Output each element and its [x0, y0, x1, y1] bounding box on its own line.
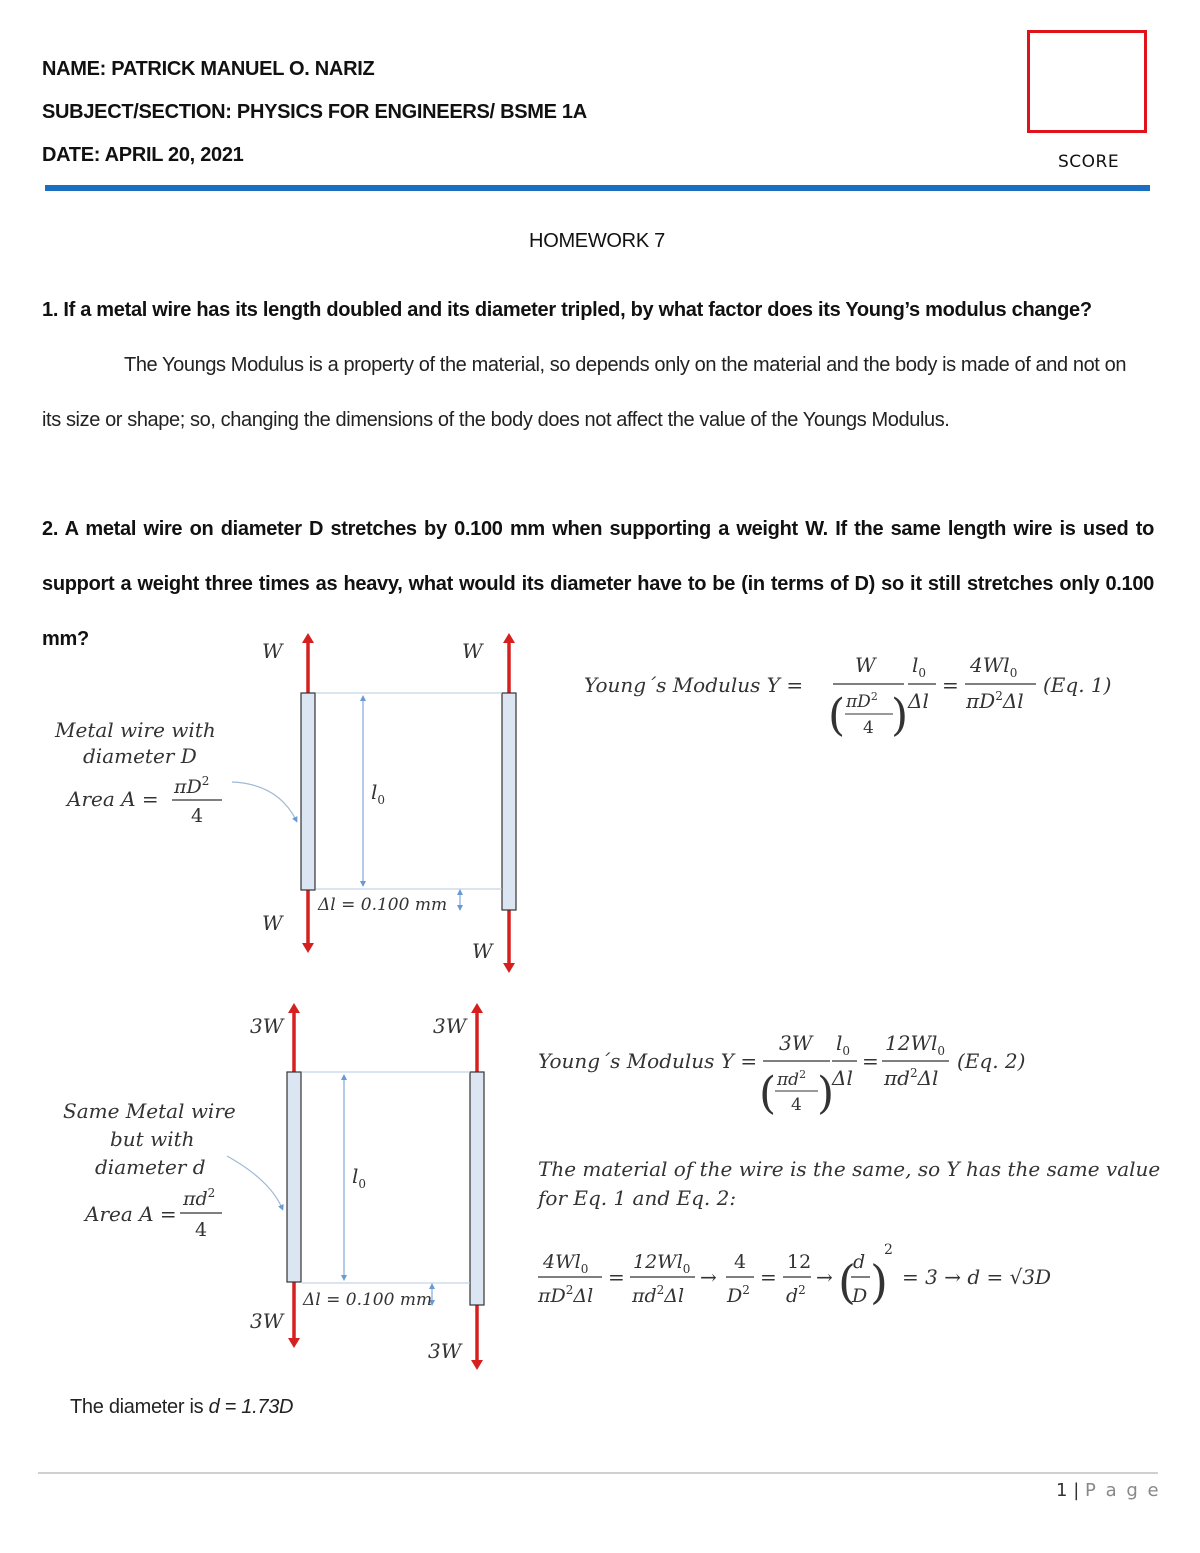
eq2-weight: 3W — [779, 1031, 813, 1055]
wire-original — [287, 1072, 301, 1282]
wire-label-line-3: diameter d — [95, 1155, 206, 1179]
ratio-a-den: $\pi D^2\Delta l$ — [538, 1283, 594, 1307]
ratio-b-num: $12Wl_0$ — [633, 1251, 691, 1276]
force-label: W — [462, 639, 483, 663]
eq2-tag: (Eq. 2) — [957, 1049, 1026, 1073]
area-label: Area A = — [85, 1202, 177, 1226]
eq1-delta: Δl — [908, 689, 929, 713]
area-numerator: $\pi D^2$ — [174, 774, 210, 798]
left-paren: ( — [759, 1068, 777, 1119]
figure-1 — [54, 638, 516, 968]
eq1-rhs-den: $\pi D^2\Delta l$ — [966, 689, 1024, 713]
date: DATE: APRIL 20, 2021 — [42, 144, 244, 166]
label-pointer — [232, 782, 296, 820]
result: = 3 → d = √3D — [902, 1265, 1052, 1289]
wire-label-line-1: Same Metal wire — [63, 1099, 236, 1123]
force-label: 3W — [428, 1339, 462, 1363]
eq2-lhs: Young´s Modulus Y = — [538, 1049, 758, 1073]
eq1-tag: (Eq. 1) — [1043, 673, 1112, 697]
conclusion-line-1: The material of the wire is the same, so Y has the same value — [538, 1157, 1161, 1181]
wire-label-line-2: but with — [110, 1127, 195, 1151]
eq1-length: $l_0$ — [912, 653, 927, 680]
eq1-area-den: 4 — [863, 718, 874, 738]
final-answer-value: d = 1.73D — [208, 1396, 294, 1418]
left-paren: ( — [828, 690, 846, 741]
ratio-d-den: $d^2$ — [786, 1283, 806, 1307]
eq1-area-num: $\pi D^2$ — [846, 690, 878, 712]
right-paren: ) — [891, 690, 909, 741]
force-label: W — [262, 911, 283, 935]
eq2-area-den: 4 — [791, 1095, 802, 1115]
answer-1-line-2: its size or shape; so, changing the dimensions of the body does not affect the value of the Youngs Modulus. — [42, 409, 950, 431]
arrow-symbol: → — [816, 1265, 833, 1289]
right-paren: ) — [870, 1255, 888, 1309]
eq2-delta: Δl — [832, 1066, 853, 1090]
left-paren: ( — [838, 1255, 856, 1309]
ratio-c-den: $D^2$ — [727, 1283, 750, 1307]
page-number-value: 1 — [1056, 1480, 1068, 1501]
force-label: W — [262, 639, 283, 663]
eq2-rhs-den: $\pi d^2\Delta l$ — [884, 1066, 939, 1090]
length-label: $l_0$ — [371, 780, 386, 807]
area-label: Area A = — [67, 787, 159, 811]
equation-2 — [538, 1031, 1025, 1119]
ratio-a-num: $4Wl_0$ — [543, 1251, 589, 1276]
score-label: SCORE — [1058, 152, 1120, 172]
stretch-label: Δl = 0.100 mm — [318, 895, 448, 915]
stretch-label: Δl = 0.100 mm — [303, 1290, 433, 1310]
conclusion-line-2: for Eq. 1 and Eq. 2: — [538, 1186, 737, 1210]
conclusion — [536, 1157, 1160, 1309]
eq1-lhs: Young´s Modulus Y = — [584, 673, 804, 697]
arrow-symbol: → — [700, 1265, 717, 1289]
equals-sign: = — [942, 673, 959, 697]
wire-stretched — [470, 1072, 484, 1305]
page-number — [1056, 1480, 1161, 1501]
equation-1 — [584, 653, 1111, 741]
subject-section: SUBJECT/SECTION: PHYSICS FOR ENGINEERS/ BSME 1A — [42, 101, 587, 123]
page-separator: | — [1073, 1480, 1080, 1501]
student-name: NAME: PATRICK MANUEL O. NARIZ — [42, 58, 375, 80]
homework-title: HOMEWORK 7 — [529, 230, 665, 252]
wire-original — [301, 693, 315, 890]
ratio-d-num: 12 — [787, 1251, 812, 1273]
eq2-area-num: $\pi d^2$ — [777, 1068, 807, 1090]
force-label: 3W — [250, 1014, 284, 1038]
answer-1-line-1: The Youngs Modulus is a property of the material, so depends only on the material and the body is made of and not on — [124, 354, 1127, 376]
question-2: 2. A metal wire on diameter D stretches by 0.100 mm when supporting a weight W. If the same length wire is used to support a weight three times as heavy, what would its diameter have to be (in terms of D) so it still stretches only 0.100 mm? — [42, 518, 1154, 650]
ratio-e-den: D — [852, 1285, 868, 1307]
area-numerator: $\pi d^2$ — [183, 1186, 216, 1210]
page-word: P a g e — [1085, 1480, 1161, 1501]
question-1: 1. If a metal wire has its length doubled and its diameter tripled, by what factor does its Young’s modulus change? — [42, 299, 1092, 321]
wire-label-line-2: diameter D — [83, 744, 197, 768]
force-label: 3W — [433, 1014, 467, 1038]
ratio-b-den: $\pi d^2\Delta l$ — [632, 1283, 685, 1307]
eq1-rhs-num: $4Wl_0$ — [970, 653, 1018, 680]
footer-rule — [38, 1472, 1158, 1474]
equals-sign: = — [608, 1265, 625, 1289]
force-label: W — [472, 939, 493, 963]
label-pointer — [227, 1156, 282, 1208]
equals-sign: = — [862, 1049, 879, 1073]
force-label: 3W — [250, 1309, 284, 1333]
eq2-rhs-num: $12Wl_0$ — [885, 1031, 946, 1058]
eq1-weight: W — [855, 653, 876, 677]
area-denominator: 4 — [191, 805, 204, 827]
equals-sign: = — [760, 1265, 777, 1289]
final-answer — [70, 1396, 293, 1419]
length-label: $l_0$ — [352, 1164, 367, 1191]
exponent: 2 — [884, 1242, 893, 1258]
ratio-c-num: 4 — [734, 1251, 747, 1273]
area-denominator: 4 — [195, 1219, 208, 1241]
final-answer-prefix: The diameter is — [70, 1396, 209, 1418]
wire-label-line-1: Metal wire with — [55, 718, 216, 742]
figure-2 — [63, 1008, 484, 1365]
right-paren: ) — [817, 1068, 835, 1119]
wire-stretched — [502, 693, 516, 910]
eq2-length: $l_0$ — [836, 1031, 851, 1058]
ratio-e-num: d — [853, 1251, 866, 1273]
